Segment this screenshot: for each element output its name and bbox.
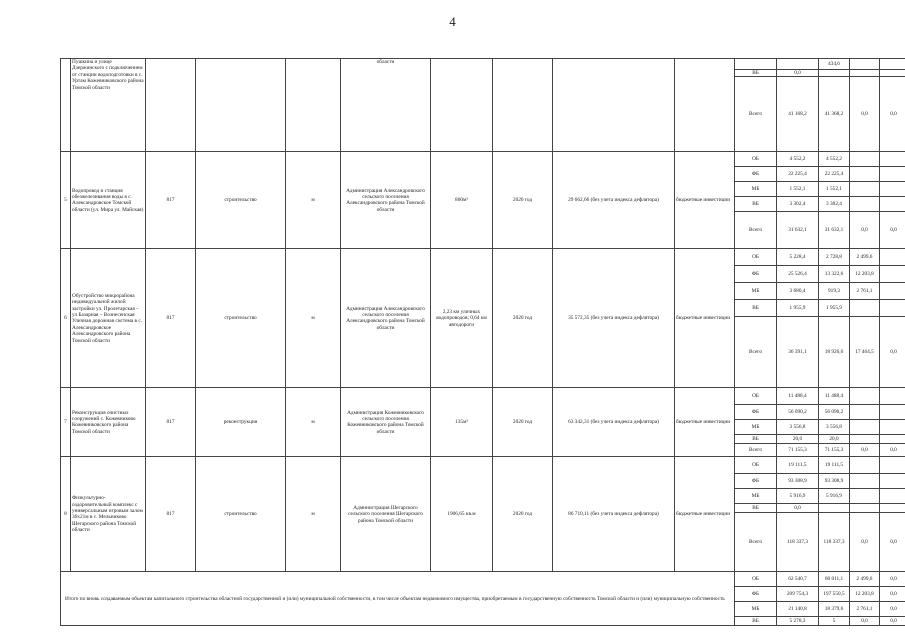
fund-label xyxy=(735,59,777,70)
row-num: 8 xyxy=(61,457,71,572)
fund-total: 1 552,1 xyxy=(777,182,819,197)
year-cell xyxy=(493,59,553,152)
fund-year-1: 20,0 xyxy=(819,435,850,444)
fund-total: 25 526,4 xyxy=(777,266,819,283)
fund-year-3 xyxy=(880,457,905,474)
fund-year-3 xyxy=(880,405,905,420)
fund-label: ФБ xyxy=(735,587,777,602)
fund-year-3: 0,0 xyxy=(880,617,905,626)
customer-cell: Администрация Александровского сельского поселения Александровского района Томской области xyxy=(341,152,431,249)
year-cell: 2020 год xyxy=(493,249,553,388)
fund-year-2 xyxy=(850,167,880,182)
code-cell: 817 xyxy=(146,457,196,572)
fund-label: ОБ xyxy=(735,249,777,266)
fund-year-3: 0,0 xyxy=(880,212,905,249)
unit-cell xyxy=(286,59,341,152)
fund-year-1: 18 379,6 xyxy=(819,602,850,617)
fund-year-2 xyxy=(850,70,880,77)
object-name: Реконструкция очистных сооружений с. Кожевниково Кожевниковского района Томской области xyxy=(71,388,146,457)
fund-total: 93 308,9 xyxy=(777,474,819,489)
fund-year-2: 12 203,8 xyxy=(850,266,880,283)
unit-cell: м xyxy=(286,457,341,572)
capacity-cell: 135м³ xyxy=(431,388,493,457)
fund-label: Всего xyxy=(735,77,777,152)
fund-total: 11 488,4 xyxy=(777,388,819,405)
fund-label: ФБ xyxy=(735,474,777,489)
fund-year-2 xyxy=(850,474,880,489)
fund-year-2 xyxy=(850,388,880,405)
fund-year-3 xyxy=(880,182,905,197)
fund-year-1: 93 308,9 xyxy=(819,474,850,489)
fund-year-2: 0,0 xyxy=(850,617,880,626)
fund-year-2: 0,0 xyxy=(850,212,880,249)
fund-year-3 xyxy=(880,474,905,489)
fund-year-3 xyxy=(880,435,905,444)
summary-text: Итого по вновь создаваемым объектам капитального строительства областной государственной и (или) муниципальной собственности, в том числе объектам недвижимого имущества, приобретаемым в государственную собственность Томской области и (или) муниципальную собственность xyxy=(61,572,735,626)
year-cell: 2020 год xyxy=(493,152,553,249)
year-cell: 2020 год xyxy=(493,457,553,572)
fund-year-1: 11 488,4 xyxy=(819,388,850,405)
fund-year-1: 1 955,9 xyxy=(819,300,850,317)
fund-year-3 xyxy=(880,266,905,283)
capacity-cell xyxy=(431,59,493,152)
fund-label: ВБ xyxy=(735,197,777,212)
fund-year-1: 13 322,6 xyxy=(819,266,850,283)
fund-label: Всего xyxy=(735,513,777,572)
capacity-cell: 1906,65 кв.м xyxy=(431,457,493,572)
fund-year-3 xyxy=(880,249,905,266)
fund-label: ВБ xyxy=(735,435,777,444)
fund-year-1: 2 728,8 xyxy=(819,249,850,266)
fund-total: 31 632,1 xyxy=(777,212,819,249)
cost-cell: 35 572,35 (без учета индекса дефлятора) xyxy=(553,249,675,388)
fund-year-2 xyxy=(850,489,880,504)
fund-total: 4 552,2 xyxy=(777,152,819,167)
fund-total: 21 140,8 xyxy=(777,602,819,617)
cost-cell: 63 342,31 (без учета индекса дефлятора) xyxy=(553,388,675,457)
row-num: 6 xyxy=(61,249,71,388)
fund-year-2: 0,0 xyxy=(850,444,880,457)
customer-cell: Администрация Кожевниковского сельского поселения Кожевниковского района Томской области xyxy=(341,388,431,457)
fund-year-1 xyxy=(819,504,850,513)
fund-year-1: 434,6 xyxy=(819,59,850,70)
fund-label: ВБ xyxy=(735,617,777,626)
fund-label: Всего xyxy=(735,444,777,457)
fund-year-2 xyxy=(850,457,880,474)
fund-year-1: 31 632,1 xyxy=(819,212,850,249)
objects-table xyxy=(60,58,905,626)
fund-total xyxy=(777,59,819,70)
type-cell: реконструкция xyxy=(196,388,286,457)
fund-year-2 xyxy=(850,420,880,435)
row-num: 7 xyxy=(61,388,71,457)
form-cell: бюджетные инвестиции xyxy=(675,152,735,249)
code-cell: 817 xyxy=(146,388,196,457)
fund-total: 71 155,3 xyxy=(777,444,819,457)
fund-total: 3 556,8 xyxy=(777,420,819,435)
fund-year-3 xyxy=(880,197,905,212)
fund-year-2 xyxy=(850,182,880,197)
customer-cell: области xyxy=(341,59,431,152)
fund-year-3: 0,0 xyxy=(880,317,905,388)
code-cell: 817 xyxy=(146,249,196,388)
fund-label: Всего xyxy=(735,212,777,249)
form-cell: бюджетные инвестиции xyxy=(675,457,735,572)
fund-total: 20,0 xyxy=(777,435,819,444)
fund-year-3 xyxy=(880,152,905,167)
fund-year-2 xyxy=(850,435,880,444)
fund-year-3 xyxy=(880,489,905,504)
fund-year-3: 0,0 xyxy=(880,444,905,457)
form-cell: бюджетные инвестиции xyxy=(675,388,735,457)
fund-total: 22 225,4 xyxy=(777,167,819,182)
table-row xyxy=(61,59,905,70)
unit-cell: м xyxy=(286,388,341,457)
fund-year-3: 0,0 xyxy=(880,77,905,152)
fund-label: ВБ xyxy=(735,70,777,77)
fund-year-1: 5 xyxy=(819,617,850,626)
fund-year-2 xyxy=(850,152,880,167)
object-name: Физкультурно-оздоровительный комплекс с универсальным игровым залом 36х21м в с. Мельниково Шегарского района Томской области xyxy=(71,457,146,572)
fund-year-2 xyxy=(850,197,880,212)
fund-year-1: 22 225,4 xyxy=(819,167,850,182)
fund-year-1: 41 368,2 xyxy=(819,77,850,152)
fund-year-1: 1 552,1 xyxy=(819,182,850,197)
year-cell: 2020 год xyxy=(493,388,553,457)
fund-year-1: 60 011,1 xyxy=(819,572,850,587)
cost-cell: 86 710,11 (без учета индекса дефлятора) xyxy=(553,457,675,572)
fund-label: ФБ xyxy=(735,405,777,420)
fund-total: 19 111,5 xyxy=(777,457,819,474)
fund-total: 36 391,1 xyxy=(777,317,819,388)
table-body xyxy=(61,59,905,626)
customer-cell: Администрация Шегарского сельского поселения Шегарского района Томской области xyxy=(341,457,431,572)
form-cell: бюджетные инвестиции xyxy=(675,249,735,388)
fund-year-3 xyxy=(880,388,905,405)
fund-year-3 xyxy=(880,59,905,70)
fund-total: 41 168,2 xyxy=(777,77,819,152)
form-cell xyxy=(675,59,735,152)
table-row xyxy=(61,388,905,405)
fund-total: 209 754,3 xyxy=(777,587,819,602)
type-cell xyxy=(196,59,286,152)
fund-label: ВБ xyxy=(735,504,777,513)
table-row xyxy=(61,249,905,266)
fund-label: ОБ xyxy=(735,152,777,167)
fund-total: 3 302,4 xyxy=(777,197,819,212)
fund-year-1: 3 556,8 xyxy=(819,420,850,435)
code-cell xyxy=(146,59,196,152)
fund-year-2: 2 761,1 xyxy=(850,602,880,617)
fund-total: 62 540,7 xyxy=(777,572,819,587)
type-cell: строительство xyxy=(196,457,286,572)
fund-year-2: 17 464,5 xyxy=(850,317,880,388)
fund-year-1 xyxy=(819,70,850,77)
fund-total: 118 337,3 xyxy=(777,513,819,572)
fund-year-2: 2 499,6 xyxy=(850,249,880,266)
table-row xyxy=(61,457,905,474)
fund-year-2 xyxy=(850,300,880,317)
fund-year-3 xyxy=(880,283,905,300)
fund-total: 56 090,2 xyxy=(777,405,819,420)
fund-label: ОБ xyxy=(735,572,777,587)
fund-year-3: 0,0 xyxy=(880,602,905,617)
fund-year-1: 5 916,9 xyxy=(819,489,850,504)
fund-label: ОБ xyxy=(735,388,777,405)
fund-total: 5 228,4 xyxy=(777,249,819,266)
code-cell: 817 xyxy=(146,152,196,249)
fund-total: 5 278,3 xyxy=(777,617,819,626)
fund-year-3 xyxy=(880,167,905,182)
fund-total: 1 955,9 xyxy=(777,300,819,317)
fund-label: МБ xyxy=(735,182,777,197)
fund-year-3: 0,0 xyxy=(880,572,905,587)
fund-label: ФБ xyxy=(735,266,777,283)
fund-year-1: 118 337,3 xyxy=(819,513,850,572)
fund-year-2: 0,0 xyxy=(850,77,880,152)
unit-cell: м xyxy=(286,249,341,388)
fund-year-2 xyxy=(850,405,880,420)
fund-year-2: 0,0 xyxy=(850,513,880,572)
fund-total: 3 680,4 xyxy=(777,283,819,300)
unit-cell: м xyxy=(286,152,341,249)
fund-year-2 xyxy=(850,504,880,513)
type-cell: строительство xyxy=(196,249,286,388)
type-cell: строительство xyxy=(196,152,286,249)
fund-year-1: 197 550,5 xyxy=(819,587,850,602)
fund-year-1: 4 552,2 xyxy=(819,152,850,167)
fund-year-3 xyxy=(880,420,905,435)
fund-label: ОБ xyxy=(735,457,777,474)
fund-year-2: 12 203,8 xyxy=(850,587,880,602)
row-num: 5 xyxy=(61,152,71,249)
table-row xyxy=(61,152,905,167)
fund-year-1: 19 111,5 xyxy=(819,457,850,474)
fund-label: Всего xyxy=(735,317,777,388)
object-name: Водопровод и станция обезжелезивания воды в с. Александровское Томской области (ул. Мира ул. Майская) xyxy=(71,152,146,249)
summary-row xyxy=(61,572,905,587)
fund-year-3 xyxy=(880,70,905,77)
fund-year-3 xyxy=(880,504,905,513)
fund-year-2: 2 499,6 xyxy=(850,572,880,587)
fund-label: ФБ xyxy=(735,167,777,182)
fund-year-1: 56 090,2 xyxy=(819,405,850,420)
fund-year-1: 18 926,6 xyxy=(819,317,850,388)
fund-total: 0,0 xyxy=(777,504,819,513)
row-num xyxy=(61,59,71,152)
fund-year-2: 2 761,1 xyxy=(850,283,880,300)
fund-label: ВБ xyxy=(735,300,777,317)
object-name: Обустройство микрорайона индивидуальной жилой застройки ул. Пролетарская – ул Базарная – Вознесенская Уличная дорожная система в с. Александровское Александровского района Томской области xyxy=(71,249,146,388)
fund-total: 0,0 xyxy=(777,70,819,77)
object-name: Пушкина и улице Дзержинского с подключением от станции водоподготовки в с. Уртам Кожевниковского района Томской области xyxy=(71,59,146,152)
cost-cell xyxy=(553,59,675,152)
fund-year-1: 3 302,4 xyxy=(819,197,850,212)
fund-year-2 xyxy=(850,59,880,70)
customer-cell: Администрация Александровского сельского поселения Александровского района Томской области xyxy=(341,249,431,388)
cost-cell: 29 662,66 (без учета индекса дефлятора) xyxy=(553,152,675,249)
page-number: 4 xyxy=(449,14,456,29)
fund-label: МБ xyxy=(735,602,777,617)
fund-year-3: 0,0 xyxy=(880,587,905,602)
fund-year-1: 71 155,3 xyxy=(819,444,850,457)
fund-label: МБ xyxy=(735,283,777,300)
fund-label: МБ xyxy=(735,420,777,435)
fund-label: МБ xyxy=(735,489,777,504)
fund-total: 5 916,9 xyxy=(777,489,819,504)
fund-year-3 xyxy=(880,300,905,317)
fund-year-3: 0,0 xyxy=(880,513,905,572)
fund-year-1: 919,3 xyxy=(819,283,850,300)
capacity-cell: 2,23 км уличных водопроводов; 0,64 км автодороги xyxy=(431,249,493,388)
capacity-cell: 800м³ xyxy=(431,152,493,249)
